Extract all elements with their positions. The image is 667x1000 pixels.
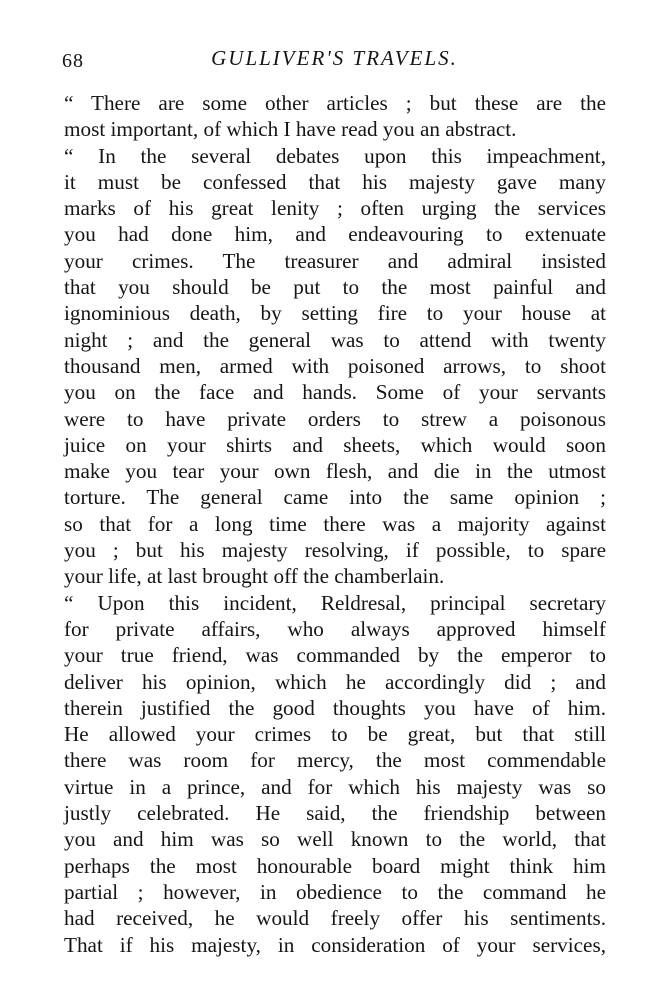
- text-line: therein justified the good thoughts you have of him.: [64, 695, 606, 720]
- text-line: for private affairs, who always approved himself: [64, 616, 606, 641]
- text-line: so that for a long time there was a majority against: [64, 511, 606, 536]
- text-line: make you tear your own flesh, and die in the utmost: [64, 459, 606, 484]
- running-title: GULLIVER'S TRAVELS.: [211, 46, 458, 70]
- text-line: that you should be put to the most painful and: [64, 275, 606, 300]
- text-line: you ; but his majesty resolving, if possible, to spare: [64, 538, 606, 563]
- text-line: “ In the several debates upon this impeachment,: [64, 143, 606, 168]
- text-line: “ There are some other articles ; but these are the: [64, 91, 606, 115]
- text-line: it must be confessed that his majesty gave many: [64, 169, 606, 194]
- text-line: perhaps the most honourable board might think him: [64, 853, 606, 878]
- text-line: you had done him, and endeavouring to extenuate: [64, 222, 606, 247]
- text-line: juice on your shirts and sheets, which would soon: [64, 432, 606, 457]
- text-line: had received, he would freely offer his sentiments.: [64, 906, 606, 931]
- text-line: ignominious death, by setting fire to your house at: [64, 301, 606, 326]
- text-line: your true friend, was commanded by the emperor to: [64, 643, 606, 668]
- page-number: 68: [62, 50, 84, 72]
- text-line: most important, of which I have read you an abstract.: [64, 117, 517, 142]
- page-header: [62, 46, 607, 76]
- text-line: virtue in a prince, and for which his majesty was so: [64, 774, 606, 799]
- text-line: deliver his opinion, which he accordingly did ; and: [64, 669, 606, 694]
- text-line: your life, at last brought off the chamberlain.: [64, 564, 445, 589]
- body-text: [64, 90, 606, 958]
- text-line: your crimes. The treasurer and admiral insisted: [64, 248, 606, 273]
- text-line: That if his majesty, in consideration of your services,: [64, 932, 606, 957]
- text-line: marks of his great lenity ; often urging the services: [64, 196, 606, 221]
- text-line: night ; and the general was to attend with twenty: [64, 327, 606, 352]
- text-line: were to have private orders to strew a poisonous: [64, 406, 606, 431]
- text-line: thousand men, armed with poisoned arrows, to shoot: [64, 353, 606, 378]
- text-line: He allowed your crimes to be great, but that still: [64, 722, 606, 747]
- text-line: partial ; however, in obedience to the command he: [64, 879, 606, 904]
- text-line: “ Upon this incident, Reldresal, principal secretary: [64, 590, 606, 615]
- text-line: justly celebrated. He said, the friendship between: [64, 801, 606, 826]
- text-line: you on the face and hands. Some of your servants: [64, 380, 606, 405]
- text-line: you and him was so well known to the world, that: [64, 827, 606, 852]
- text-line: torture. The general came into the same opinion ;: [64, 485, 606, 510]
- text-line: there was room for mercy, the most commendable: [64, 748, 606, 773]
